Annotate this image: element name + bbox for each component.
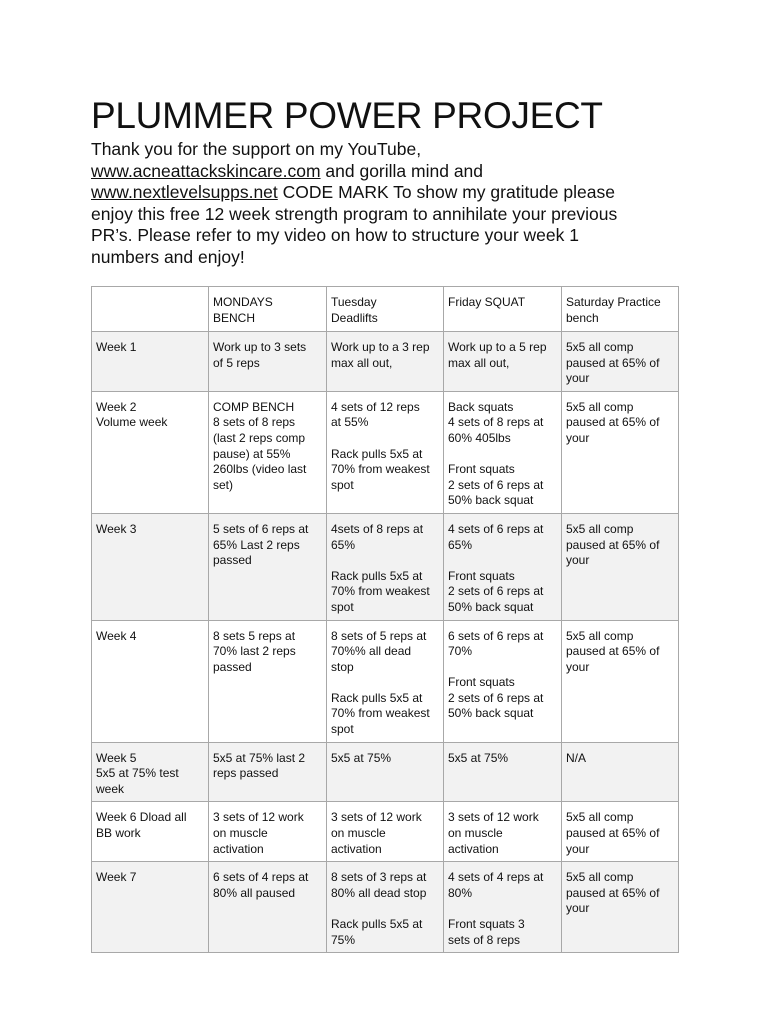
table-cell: 4 sets of 12 reps at 55% Rack pulls 5x5 at 70% from weakest spot [327,391,444,513]
table-cell: 4 sets of 4 reps at 80% Front squats 3 sets of 8 reps [444,862,562,953]
acne-attack-link[interactable]: www.acneattackskincare.com [91,160,321,181]
table-cell: 5x5 at 75% [444,742,562,802]
table-cell: 8 sets of 5 reps at 70%% all dead stop Rack pulls 5x5 at 70% from weakest spot [327,620,444,742]
header-cell: MONDAYS BENCH [209,287,327,332]
table-cell: Work up to a 5 rep max all out, [444,332,562,392]
table-cell: 3 sets of 12 work on muscle activation [327,802,444,862]
next-level-supps-link[interactable]: www.nextlevelsupps.net [91,182,278,203]
week-cell: Week 2 Volume week [92,391,209,513]
table-cell: Back squats 4 sets of 8 reps at 60% 405lbs Front squats 2 sets of 6 reps at 50% back squat [444,391,562,513]
table-cell: 3 sets of 12 work on muscle activation [209,802,327,862]
table-cell: 8 sets of 3 reps at 80% all dead stop Rack pulls 5x5 at 75% [327,862,444,953]
table-row [92,862,679,953]
intro-line-1: Thank you for the support on my YouTube, [91,139,422,159]
table-row [92,513,679,620]
table-row [92,802,679,862]
table-cell: 6 sets of 6 reps at 70% Front squats 2 sets of 6 reps at 50% back squat [444,620,562,742]
week-cell: Week 4 [92,620,209,742]
table-cell: 5x5 all comp paused at 65% of your [562,513,679,620]
header-cell [92,287,209,332]
table-cell: 5x5 at 75% [327,742,444,802]
table-cell: 5x5 all comp paused at 65% of your [562,332,679,392]
table-cell: 5x5 all comp paused at 65% of your [562,391,679,513]
table-cell: 8 sets 5 reps at 70% last 2 reps passed [209,620,327,742]
week-cell: Week 7 [92,862,209,953]
week-cell: Week 5 5x5 at 75% test week [92,742,209,802]
table-cell: Work up to a 3 rep max all out, [327,332,444,392]
intro-line-4: enjoy this free 12 week strength program to annihilate your previous [91,203,618,224]
table-cell: 5x5 all comp paused at 65% of your [562,802,679,862]
header-cell: Tuesday Deadlifts [327,287,444,332]
table-cell: 5x5 all comp paused at 65% of your [562,620,679,742]
table-cell: 4 sets of 6 reps at 65% Front squats 2 sets of 6 reps at 50% back squat [444,513,562,620]
week-cell: Week 1 [92,332,209,392]
page-title: PLUMMER POWER PROJECT [91,95,603,136]
table-cell: 6 sets of 4 reps at 80% all paused [209,862,327,953]
table-row [92,332,679,392]
table-cell: Work up to 3 sets of 5 reps [209,332,327,392]
program-table [91,286,679,953]
table-cell: 5x5 all comp paused at 65% of your [562,862,679,953]
table-cell: 5 sets of 6 reps at 65% Last 2 reps passed [209,513,327,620]
intro-line-3 [91,182,691,204]
table-cell: 3 sets of 12 work on muscle activation [444,802,562,862]
intro-line-3-text: CODE MARK To show my gratitude please [277,182,615,203]
header-cell: Friday SQUAT [444,287,562,332]
table-row [92,391,679,513]
table-header-row [92,287,679,332]
intro-paragraph [91,139,691,269]
intro-line-2 [91,161,691,183]
intro-line-6: numbers and enjoy! [91,246,245,267]
table-row [92,620,679,742]
intro-line-2-text: and gorilla mind and [320,160,484,181]
table-cell: 5x5 at 75% last 2 reps passed [209,742,327,802]
table-cell: 4sets of 8 reps at 65% Rack pulls 5x5 at 70% from weakest spot [327,513,444,620]
intro-line-5: PR’s. Please refer to my video on how to structure your week 1 [91,225,579,246]
week-cell: Week 6 Dload all BB work [92,802,209,862]
week-cell: Week 3 [92,513,209,620]
table-row [92,742,679,802]
table-cell: COMP BENCH 8 sets of 8 reps (last 2 reps comp pause) at 55% 260lbs (video last set) [209,391,327,513]
table-cell: N/A [562,742,679,802]
header-cell: Saturday Practice bench [562,287,679,332]
